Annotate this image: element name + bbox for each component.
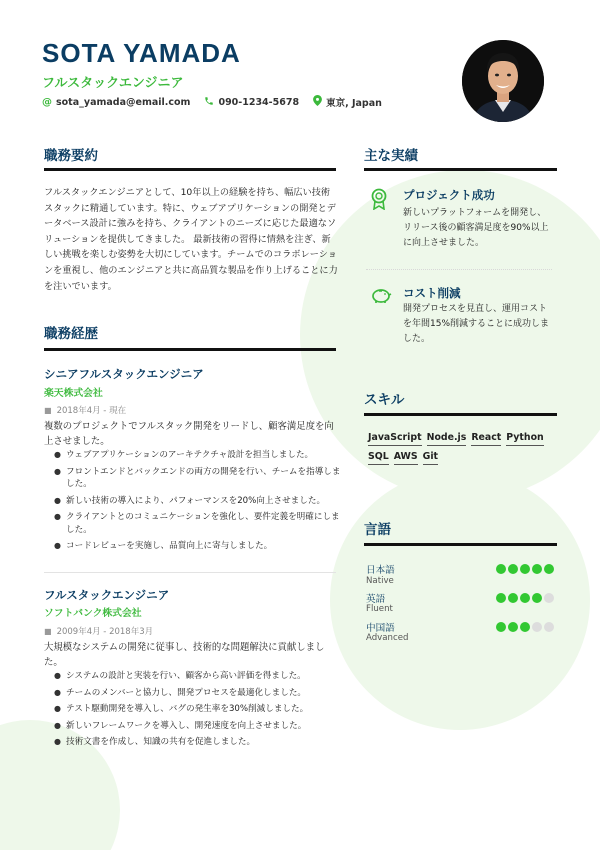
job-description: 複数のプロジェクトでフルスタック開発をリードし、顧客満足度を向上させました。	[44, 421, 334, 447]
rating-dot-filled	[520, 564, 530, 574]
job-title: シニアフルスタックエンジニア	[44, 367, 204, 381]
achievement-title: コスト削減	[403, 286, 461, 300]
rating-dot-filled	[508, 622, 518, 632]
list-item: ● 新しい技術の導入により、パフォーマンスを20%向上させました。	[54, 495, 326, 506]
skill-tag: Node.js	[427, 432, 467, 446]
language-name: 日本語	[366, 565, 395, 576]
candidate-role: フルスタックエンジニア	[42, 76, 184, 91]
achievement-description: 開発プロセスを見直し、運用コストを年間15%削減することに成功しました。	[403, 304, 550, 344]
list-item: ● チームのメンバーと協力し、開発プロセスを最適化しました。	[54, 687, 307, 698]
candidate-name: SOTA YAMADA	[42, 38, 241, 68]
skill-tag: Python	[506, 432, 543, 446]
bullet-icon: ●	[54, 512, 61, 521]
language-rating	[496, 564, 554, 574]
achievement-divider	[366, 269, 552, 270]
email-text: sota_yamada@email.com	[56, 96, 191, 108]
phone-contact[interactable]	[204, 95, 299, 109]
bullet-icon: ●	[54, 466, 61, 476]
list-item: ● ウェブアプリケーションのアーキテクチャ設計を担当しました。	[54, 450, 314, 460]
rating-dot-filled	[544, 564, 554, 574]
rating-dot-filled	[496, 622, 506, 632]
location-text: 東京, Japan	[326, 98, 382, 109]
list-item: ● テスト駆動開発を導入し、バグの発生率を30%削減しました。	[54, 704, 309, 714]
skills-list	[368, 432, 548, 465]
rating-dot-empty	[544, 622, 554, 632]
skill-tag: AWS	[394, 451, 418, 465]
location-pin-icon	[313, 95, 322, 109]
job-bullets	[54, 670, 344, 753]
phone-icon	[204, 96, 214, 109]
summary-text: フルスタックエンジニアとして、10年以上の経験を持ち、幅広い技術スタックに精通しています。特に、ウェブアプリケーションの開発とデータベース設計に強みを持ち、クライアントのニーズに応じた最適なソリューションを提供してきました。 最新技術の習得に情熱を注ぎ、新しい挑戦を楽しむ姿勢を大切にしています。チームでのコラボレーションを重視し、他のエンジニアと共に高品質な製品を作り上げることに力を注いでいます。	[44, 187, 338, 292]
achievements-heading: 主な実績	[364, 148, 418, 164]
piggy-bank-icon	[370, 286, 392, 309]
job-period-text: 2009年4月 - 2018年3月	[56, 627, 154, 637]
language-level: Native	[366, 576, 394, 586]
list-item: ● コードレビューを実施し、品質向上に寄与しました。	[54, 541, 273, 551]
language-level: Advanced	[366, 633, 409, 643]
rating-dot-filled	[508, 593, 518, 603]
rating-dot-filled	[508, 564, 518, 574]
achievement-description: 新しいプラットフォームを開発し、リリース後の顧客満足度を90%以上に向上させました。	[403, 208, 549, 248]
bullet-icon: ●	[54, 450, 61, 459]
experience-heading: 職務経歴	[44, 326, 98, 342]
skill-tag: JavaScript	[368, 432, 422, 446]
rating-dot-filled	[496, 593, 506, 603]
bullet-icon: ●	[54, 704, 61, 713]
job-divider	[44, 572, 336, 573]
list-item: ● システムの設計と実装を行い、顧客から高い評価を得ました。	[54, 671, 306, 681]
bullet-icon: ●	[54, 720, 61, 730]
languages-heading: 言語	[364, 522, 391, 538]
bullet-icon: ●	[54, 541, 61, 550]
language-rating	[496, 593, 554, 603]
list-item: ● 技術文書を作成し、知識の共有を促進しました。	[54, 737, 256, 747]
contact-info	[42, 95, 382, 109]
bullet-icon: ●	[54, 687, 61, 697]
languages-rule	[364, 543, 557, 546]
job-title: フルスタックエンジニア	[44, 588, 170, 602]
skill-tag: Git	[423, 451, 438, 465]
calendar-icon: ■	[44, 626, 52, 636]
job-period	[44, 404, 126, 416]
medal-icon	[370, 188, 388, 215]
list-item: ● 新しいフレームワークを導入し、開発速度を向上させました。	[54, 720, 307, 731]
language-level: Fluent	[366, 604, 393, 614]
calendar-icon: ■	[44, 405, 52, 415]
job-description: 大規模なシステムの開発に従事し、技術的な問題解決に貢献しました。	[44, 642, 325, 668]
list-item: ● フロントエンドとバックエンドの両方の開発を行い、チームを指導しました。	[54, 466, 341, 489]
rating-dot-filled	[532, 593, 542, 603]
bullet-icon: ●	[54, 495, 61, 505]
achievements-rule	[364, 168, 557, 171]
summary-rule	[44, 168, 336, 171]
rating-dot-filled	[520, 622, 530, 632]
summary-heading: 職務要約	[44, 148, 98, 164]
profile-photo	[462, 40, 544, 122]
rating-dot-empty	[532, 622, 542, 632]
job-bullets	[54, 449, 344, 557]
rating-dot-filled	[532, 564, 542, 574]
email-contact[interactable]	[42, 95, 190, 109]
rating-dot-filled	[520, 593, 530, 603]
list-item: ● クライアントとのコミュニケーションを強化し、要件定義を明確にしました。	[54, 512, 340, 535]
skills-rule	[364, 413, 557, 416]
skill-tag: React	[471, 432, 501, 446]
phone-text: 090-1234-5678	[218, 96, 300, 108]
job-period	[44, 625, 153, 637]
language-rating	[496, 622, 554, 632]
job-period-text: 2018年4月 - 現在	[56, 406, 127, 416]
bullet-icon: ●	[54, 671, 61, 680]
language-name: 英語	[366, 594, 386, 605]
location-contact	[313, 95, 382, 109]
company-name: ソフトバンク株式会社	[44, 608, 142, 619]
skills-heading: スキル	[364, 392, 405, 408]
rating-dot-empty	[544, 593, 554, 603]
rating-dot-filled	[496, 564, 506, 574]
bullet-icon: ●	[54, 737, 61, 746]
skill-tag: SQL	[368, 451, 389, 465]
language-name: 中国語	[366, 623, 395, 634]
achievement-title: プロジェクト成功	[403, 188, 495, 202]
at-icon: @	[42, 96, 52, 108]
company-name: 楽天株式会社	[44, 388, 103, 399]
experience-rule	[44, 348, 336, 351]
